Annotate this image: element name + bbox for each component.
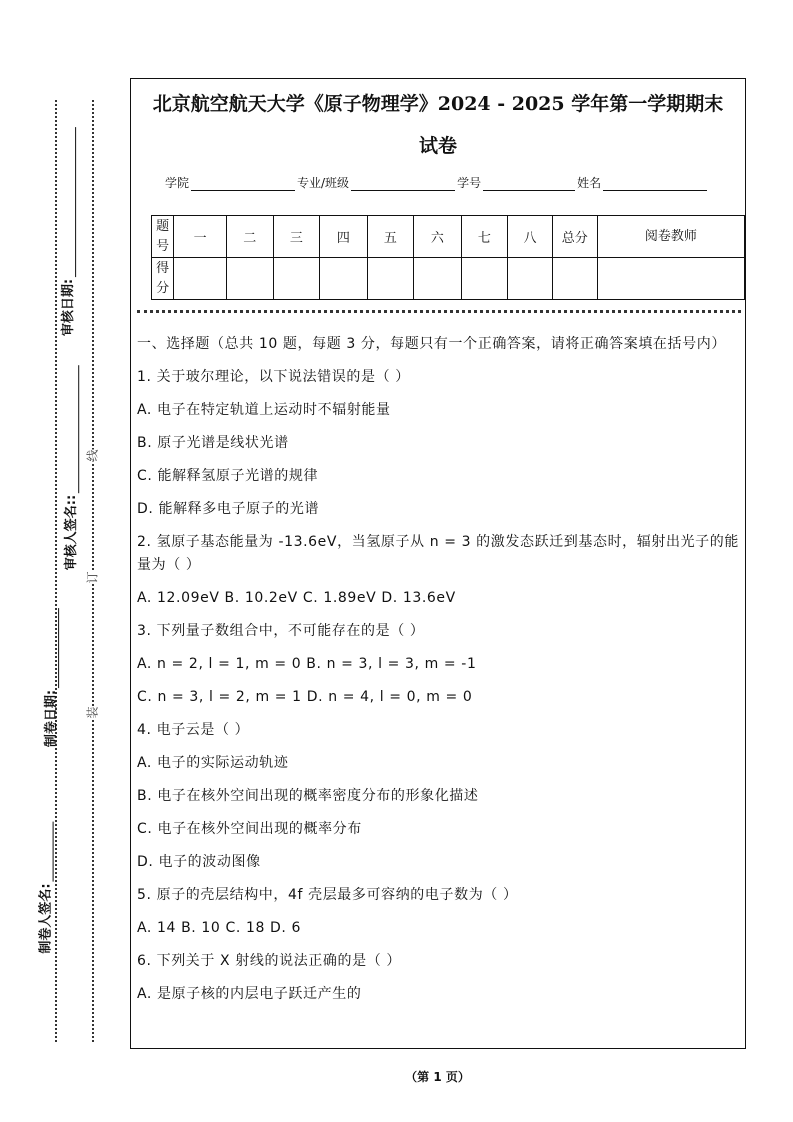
score-cell[interactable] xyxy=(227,258,274,300)
name-field[interactable] xyxy=(603,189,707,191)
compiler-signature-label xyxy=(35,821,54,953)
question: 5. 原子的壳层结构中，4f 壳层最多可容纳的电子数为（ ） xyxy=(137,887,518,903)
option: A. 是原子核的内层电子跃迁产生的 xyxy=(137,986,362,1002)
column-header: 阅卷教师 xyxy=(597,216,744,258)
college-label: 学院 xyxy=(165,176,190,190)
option: A. n = 2, l = 1, m = 0 B. n = 3, l = 3, m = -1 xyxy=(137,656,477,672)
compile-date-label xyxy=(40,608,59,747)
column-header: 一 xyxy=(174,216,227,258)
column-header: 八 xyxy=(508,216,553,258)
option: B. 电子在核外空间出现的概率密度分布的形象化描述 xyxy=(137,788,479,804)
score-cell[interactable] xyxy=(461,258,508,300)
question: 6. 下列关于 X 射线的说法正确的是（ ） xyxy=(137,953,401,969)
exam-title: 北京航空航天大学《原子物理学》2024 - 2025 学年第一学期期末 xyxy=(152,93,724,115)
student-id-label: 学号 xyxy=(457,176,482,190)
option: D. 能解释多电子原子的光谱 xyxy=(137,501,320,517)
exam-title-line2: 试卷 xyxy=(418,135,457,157)
option: A. 电子的实际运动轨迹 xyxy=(137,755,289,771)
name-label: 姓名 xyxy=(577,176,602,190)
label-text: 审核人签名:: xyxy=(64,494,80,571)
compile-date-line xyxy=(57,608,59,688)
score-cell[interactable] xyxy=(320,258,367,300)
option: C. 电子在核外空间出现的概率分布 xyxy=(137,821,362,837)
option: B. 原子光谱是线状光谱 xyxy=(137,435,289,451)
score-cell[interactable] xyxy=(367,258,414,300)
section-heading: 一、选择题（总共 10 题，每题 3 分，每题只有一个正确答案，请将正确答案填在括号内） xyxy=(137,336,726,352)
column-header: 五 xyxy=(367,216,414,258)
question: 1. 关于玻尔理论，以下说法错误的是（ ） xyxy=(137,369,410,385)
column-header: 三 xyxy=(273,216,320,258)
label-text: 审核日期: xyxy=(61,278,77,337)
option: A. 12.09eV B. 10.2eV C. 1.89eV D. 13.6eV xyxy=(137,590,456,606)
label-text: 制卷人签名: xyxy=(38,883,54,954)
column-header: 二 xyxy=(227,216,274,258)
cut-mark-xian: 线 xyxy=(85,449,100,462)
student-info-row xyxy=(165,174,709,191)
college-field[interactable] xyxy=(191,189,295,191)
score-cell[interactable] xyxy=(174,258,227,300)
reviewer-signature-line xyxy=(77,365,79,493)
question: 4. 电子云是（ ） xyxy=(137,722,250,738)
question: 3. 下列量子数组合中，不可能存在的是（ ） xyxy=(137,623,425,639)
page-number: （第 1 页） xyxy=(405,1070,470,1084)
score-row-header: 得分 xyxy=(152,258,174,300)
questions-body xyxy=(137,333,741,1016)
column-header: 四 xyxy=(320,216,367,258)
review-date-line xyxy=(74,127,76,277)
score-cell[interactable] xyxy=(508,258,553,300)
option: A. 电子在特定轨道上运动时不辐射能量 xyxy=(137,402,391,418)
score-row xyxy=(152,258,745,300)
score-table-header-row xyxy=(152,216,745,258)
review-date-label xyxy=(57,127,76,336)
option: C. 能解释氢原子光谱的规律 xyxy=(137,468,319,484)
exam-page-frame xyxy=(130,78,746,1049)
option: C. n = 3, l = 2, m = 1 D. n = 4, l = 0, m = 0 xyxy=(137,689,473,705)
cut-mark-zhuang: 装 xyxy=(85,706,100,719)
reviewer-signature-label xyxy=(60,365,79,570)
option: A. 14 B. 10 C. 18 D. 6 xyxy=(137,920,301,936)
score-table xyxy=(151,215,745,300)
column-header: 七 xyxy=(461,216,508,258)
question: 2. 氢原子基态能量为 -13.6eV，当氢原子从 n = 3 的激发态跃迁到基态时，辐射出光子的能量为（ ） xyxy=(137,534,739,573)
student-id-field[interactable] xyxy=(483,189,575,191)
major-class-field[interactable] xyxy=(351,189,455,191)
major-class-label: 专业/班级 xyxy=(297,176,350,190)
score-cell[interactable] xyxy=(414,258,461,300)
compiler-signature-line xyxy=(52,821,54,881)
option: D. 电子的波动图像 xyxy=(137,854,261,870)
column-header: 总分 xyxy=(552,216,597,258)
score-cell[interactable] xyxy=(552,258,597,300)
score-cell[interactable] xyxy=(273,258,320,300)
column-header: 六 xyxy=(414,216,461,258)
score-cell[interactable] xyxy=(597,258,744,300)
dotted-separator xyxy=(137,310,741,313)
cut-mark-ding: 订 xyxy=(85,571,100,584)
question-number-header: 题号 xyxy=(152,216,174,258)
label-text: 制卷日期: xyxy=(44,689,60,748)
